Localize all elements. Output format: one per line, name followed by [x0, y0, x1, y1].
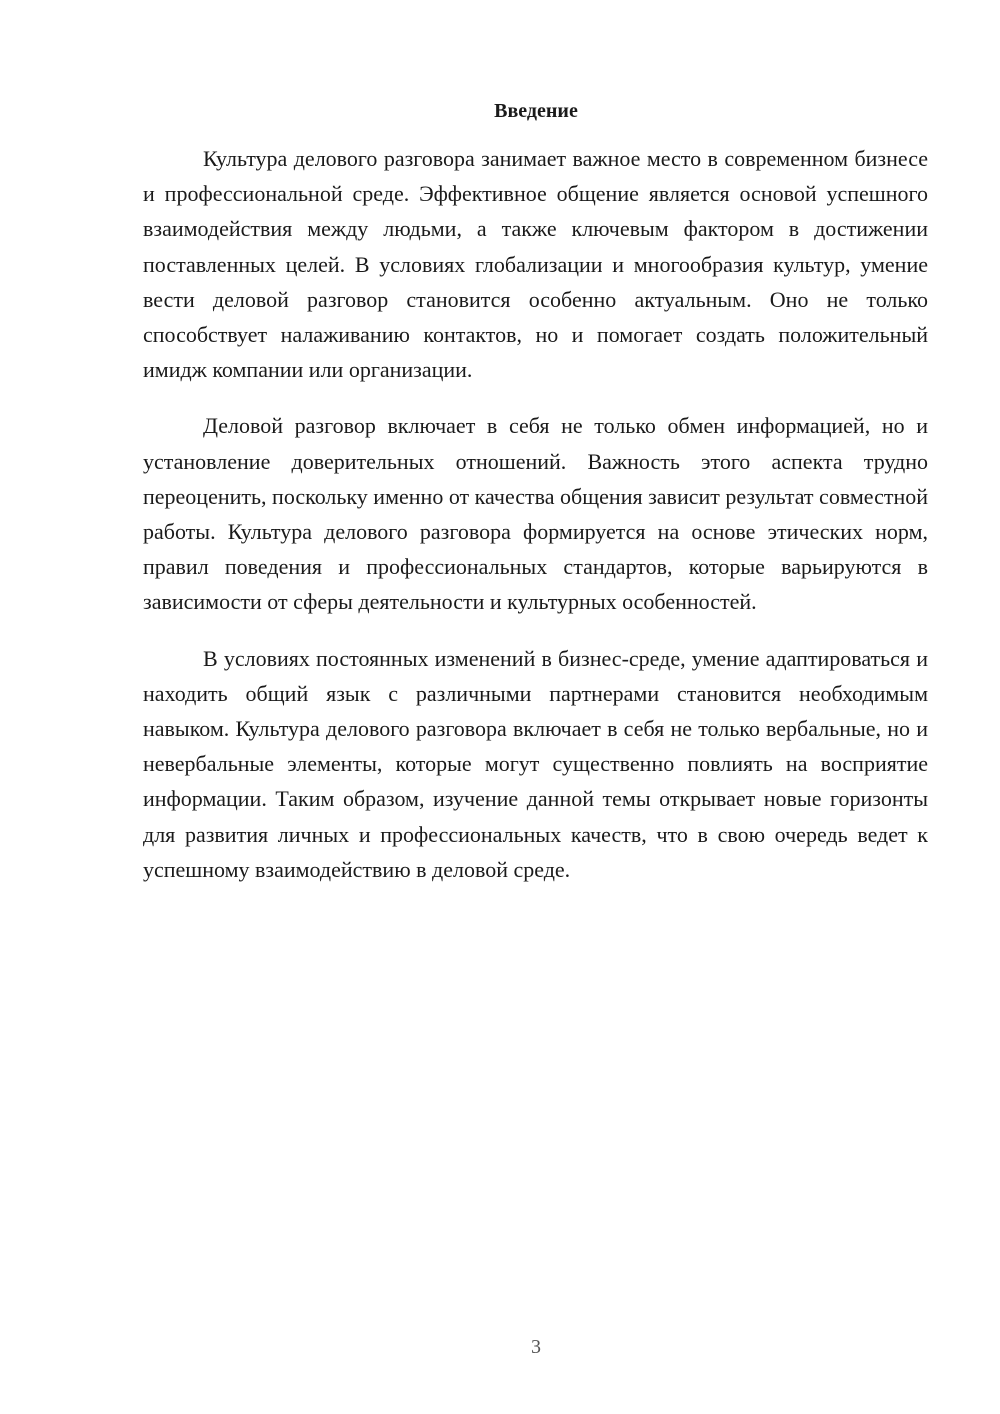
- paragraph-3: В условиях постоянных изменений в бизнес-среде, умение адаптироваться и находить общий язык с различными партнерами становится необходимым навыком. Культура делового разговора включает в себя не только вербальные, но и невербальные элементы, которые могут существенно повлиять на восприятие информации. Таким образом, изучение данной темы открывает новые горизонты для развития личных и профессиональных качеств, что в свою очередь ведет к успешному взаимодействию в деловой среде.: [143, 645, 928, 882]
- section-title: Введение: [494, 100, 578, 122]
- paragraph-1: Культура делового разговора занимает важное место в современном бизнесе и профессиональной среде. Эффективное общение является основой успешного взаимодействия между людьми, а также ключевым фактором в достижении поставленных целей. В условиях глобализации и многообразия культур, умение вести деловой разговор становится особенно актуальным. Оно не только способствует налаживанию контактов, но и помогает создать положительный имидж компании или организации.: [143, 146, 928, 383]
- body-text: [143, 141, 928, 887]
- paragraph-2: Деловой разговор включает в себя не только обмен информацией, но и установление доверительных отношений. Важность этого аспекта трудно переоценить, поскольку именно от качества общения зависит результат совместной работы. Культура делового разговора формируется на основе этических норм, правил поведения и профессиональных стандартов, которые варьируются в зависимости от сферы деятельности и культурных особенностей.: [143, 413, 928, 615]
- page-number: 3: [531, 1336, 541, 1358]
